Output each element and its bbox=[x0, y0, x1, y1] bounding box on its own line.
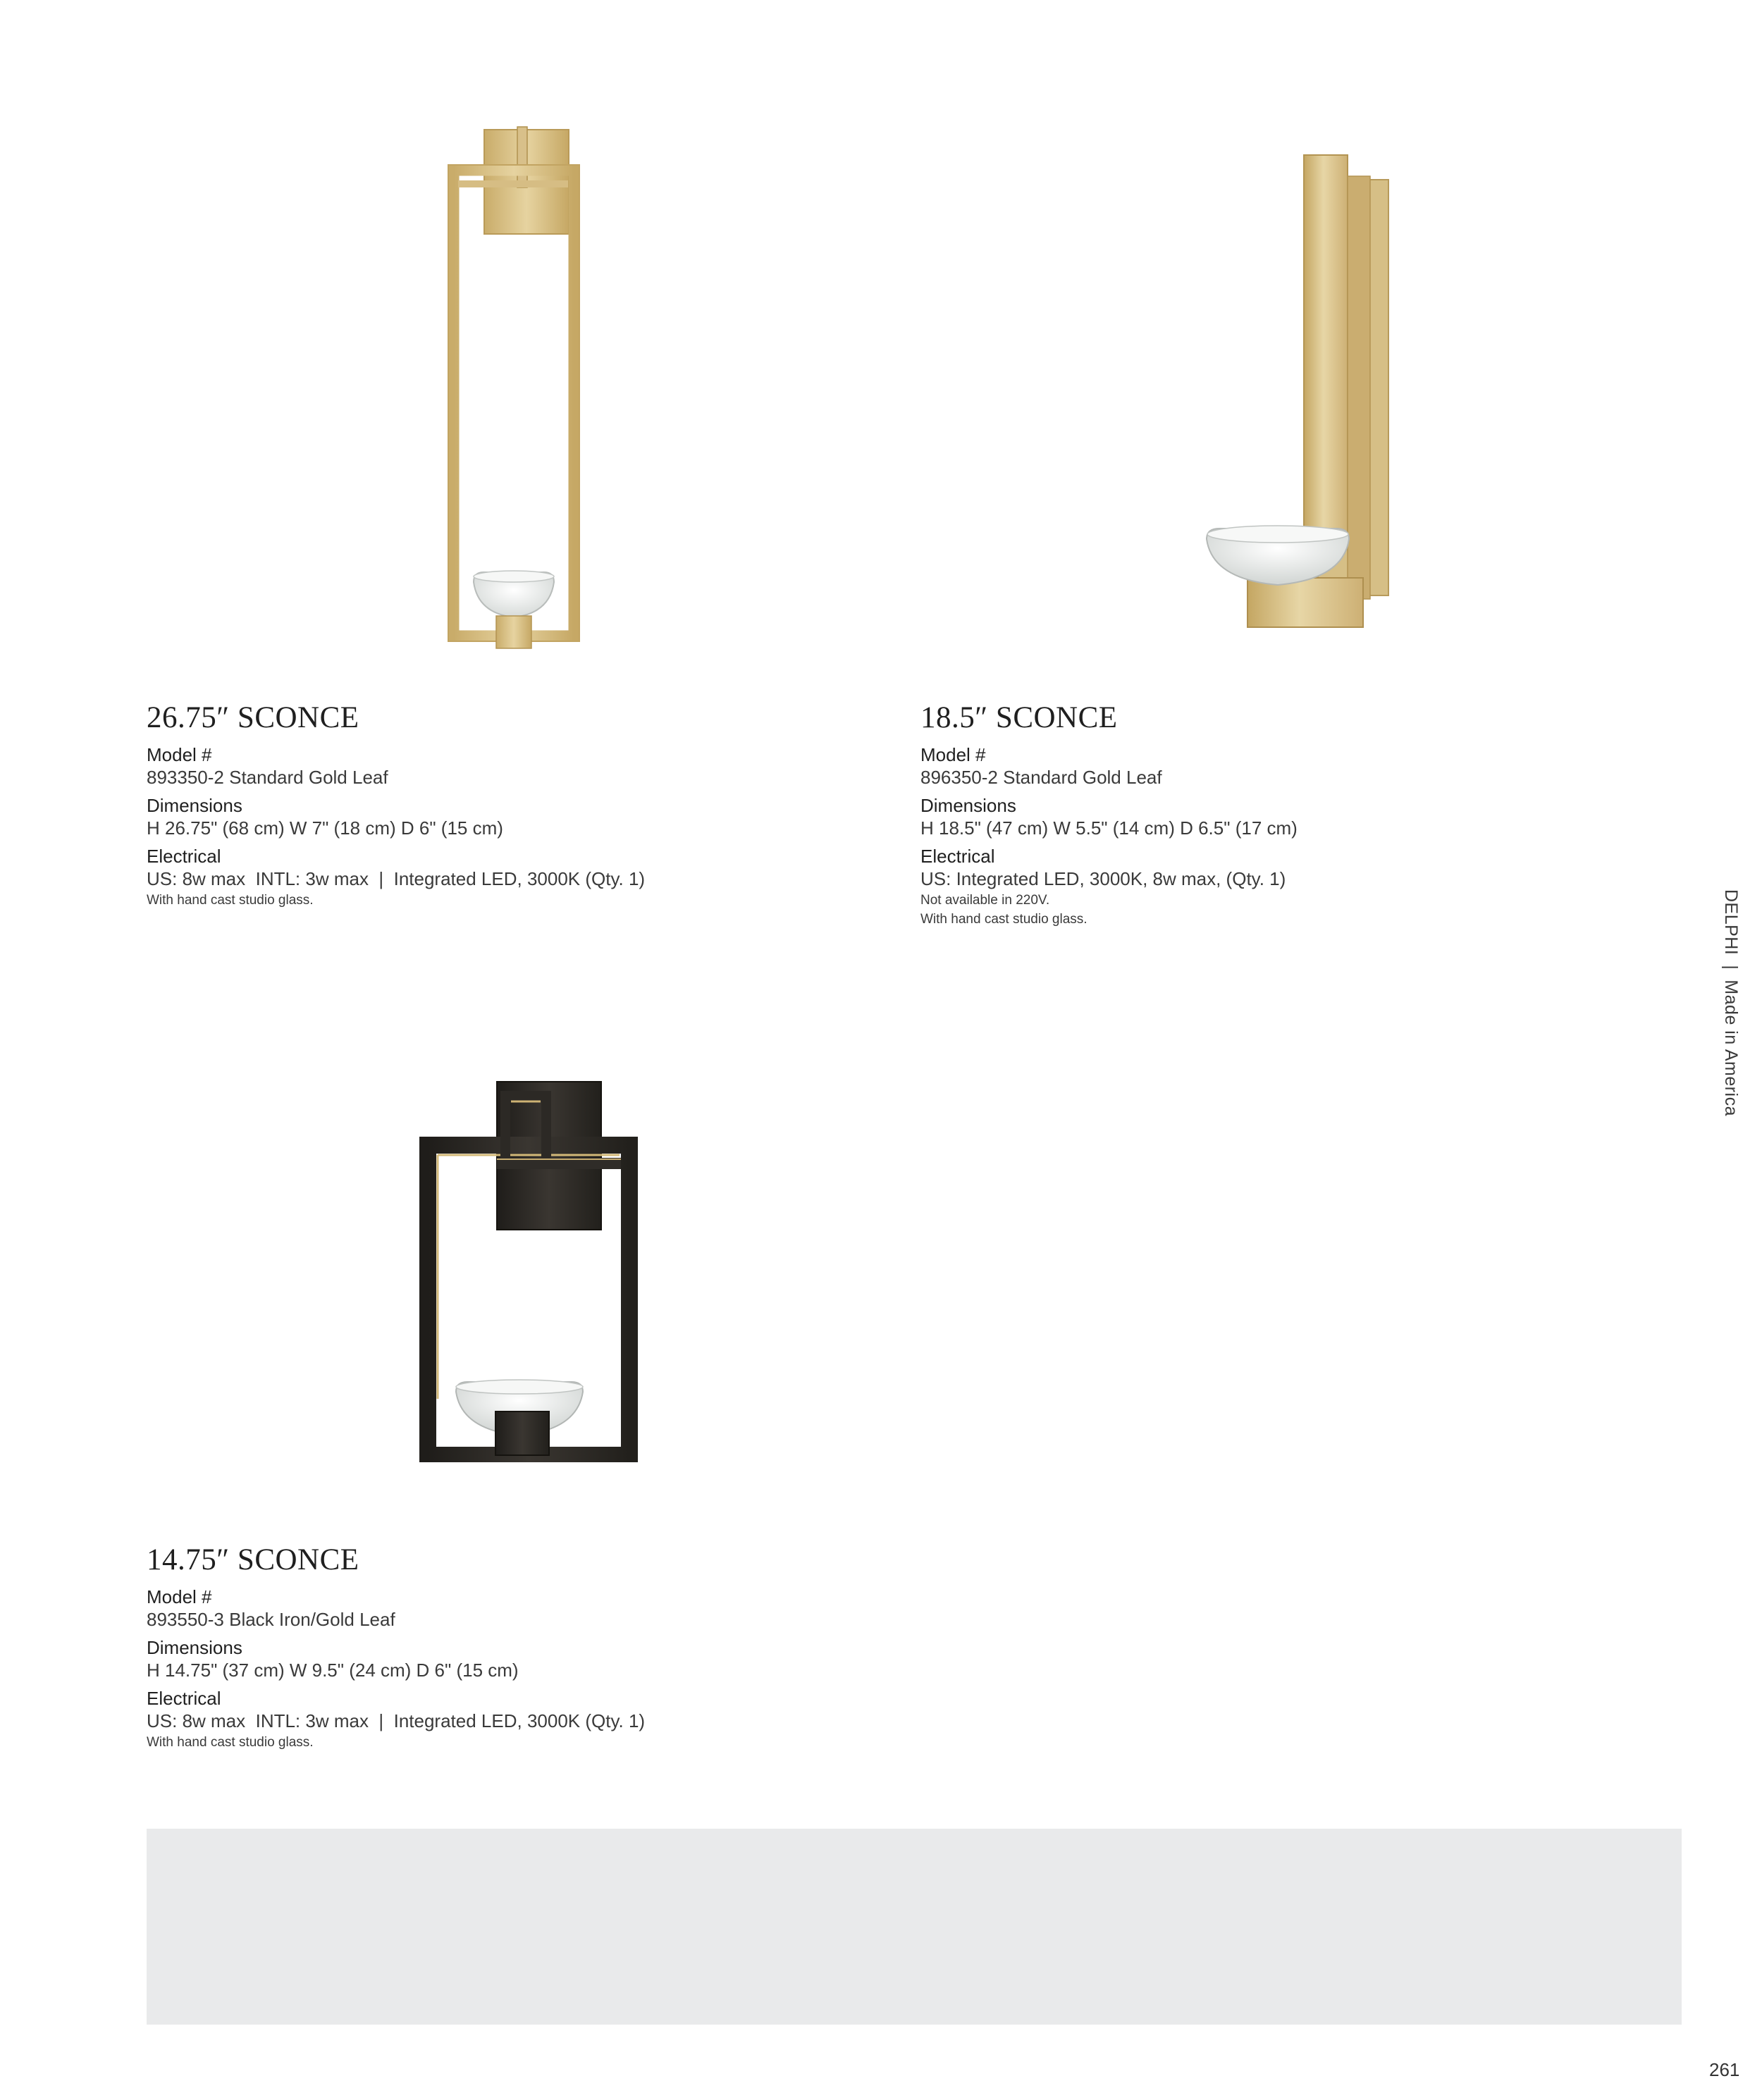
model-value: 896350-2 Standard Gold Leaf bbox=[920, 767, 1162, 788]
model-value: 893550-3 Black Iron/Gold Leaf bbox=[147, 1609, 395, 1630]
dimensions-value: H 14.75" (37 cm) W 9.5" (24 cm) D 6" (15 cm) bbox=[147, 1660, 519, 1681]
black-iron-sconce-illustration bbox=[412, 1075, 645, 1462]
model-label: Model # bbox=[920, 744, 986, 765]
collection-name: DELPHI bbox=[1721, 889, 1741, 956]
gold-frame-sconce-illustration bbox=[437, 120, 620, 669]
collection-side-caption bbox=[1720, 889, 1741, 1116]
model-label: Model # bbox=[147, 1586, 212, 1607]
sconce-18-5-image bbox=[1198, 148, 1410, 634]
electrical-label: Electrical bbox=[147, 1688, 221, 1709]
product-note: With hand cast studio glass. bbox=[920, 912, 1088, 927]
product-note: With hand cast studio glass. bbox=[147, 1735, 314, 1750]
dimensions-label: Dimensions bbox=[920, 795, 1016, 816]
origin-text: Made in America bbox=[1721, 980, 1741, 1117]
dimensions-label: Dimensions bbox=[147, 795, 242, 816]
electrical-value: US: Integrated LED, 3000K, 8w max, (Qty. 1) bbox=[920, 868, 1286, 889]
electrical-value: US: 8w max INTL: 3w max | Integrated LED, 3000K (Qty. 1) bbox=[147, 868, 646, 889]
footer-gray-band bbox=[147, 1829, 1682, 2025]
product-spec-14-75-sconce bbox=[147, 1542, 781, 1753]
product-note: Not available in 220V. bbox=[920, 893, 1050, 908]
caption-separator: | bbox=[1721, 965, 1741, 970]
product-title: 18.5″ SCONCE bbox=[920, 701, 1118, 734]
dimensions-value: H 26.75" (68 cm) W 7" (18 cm) D 6" (15 cm) bbox=[147, 817, 503, 839]
product-spec-18-5-sconce bbox=[920, 700, 1555, 928]
electrical-label: Electrical bbox=[147, 846, 221, 867]
product-title: 14.75″ SCONCE bbox=[147, 1543, 359, 1576]
page-number: 261 bbox=[1709, 2059, 1740, 2080]
gold-stepped-sconce-illustration bbox=[1198, 148, 1410, 634]
model-value: 893350-2 Standard Gold Leaf bbox=[147, 767, 388, 788]
product-spec-26-75-sconce bbox=[147, 700, 781, 911]
electrical-value: US: 8w max INTL: 3w max | Integrated LED, 3000K (Qty. 1) bbox=[147, 1710, 646, 1731]
product-note: With hand cast studio glass. bbox=[147, 893, 314, 908]
product-title: 26.75″ SCONCE bbox=[147, 701, 359, 734]
dimensions-label: Dimensions bbox=[147, 1637, 242, 1658]
dimensions-value: H 18.5" (47 cm) W 5.5" (14 cm) D 6.5" (17 cm) bbox=[920, 817, 1298, 839]
model-label: Model # bbox=[147, 744, 212, 765]
sconce-14-75-image bbox=[412, 1075, 645, 1462]
sconce-26-75-image bbox=[437, 120, 620, 669]
electrical-label: Electrical bbox=[920, 846, 995, 867]
